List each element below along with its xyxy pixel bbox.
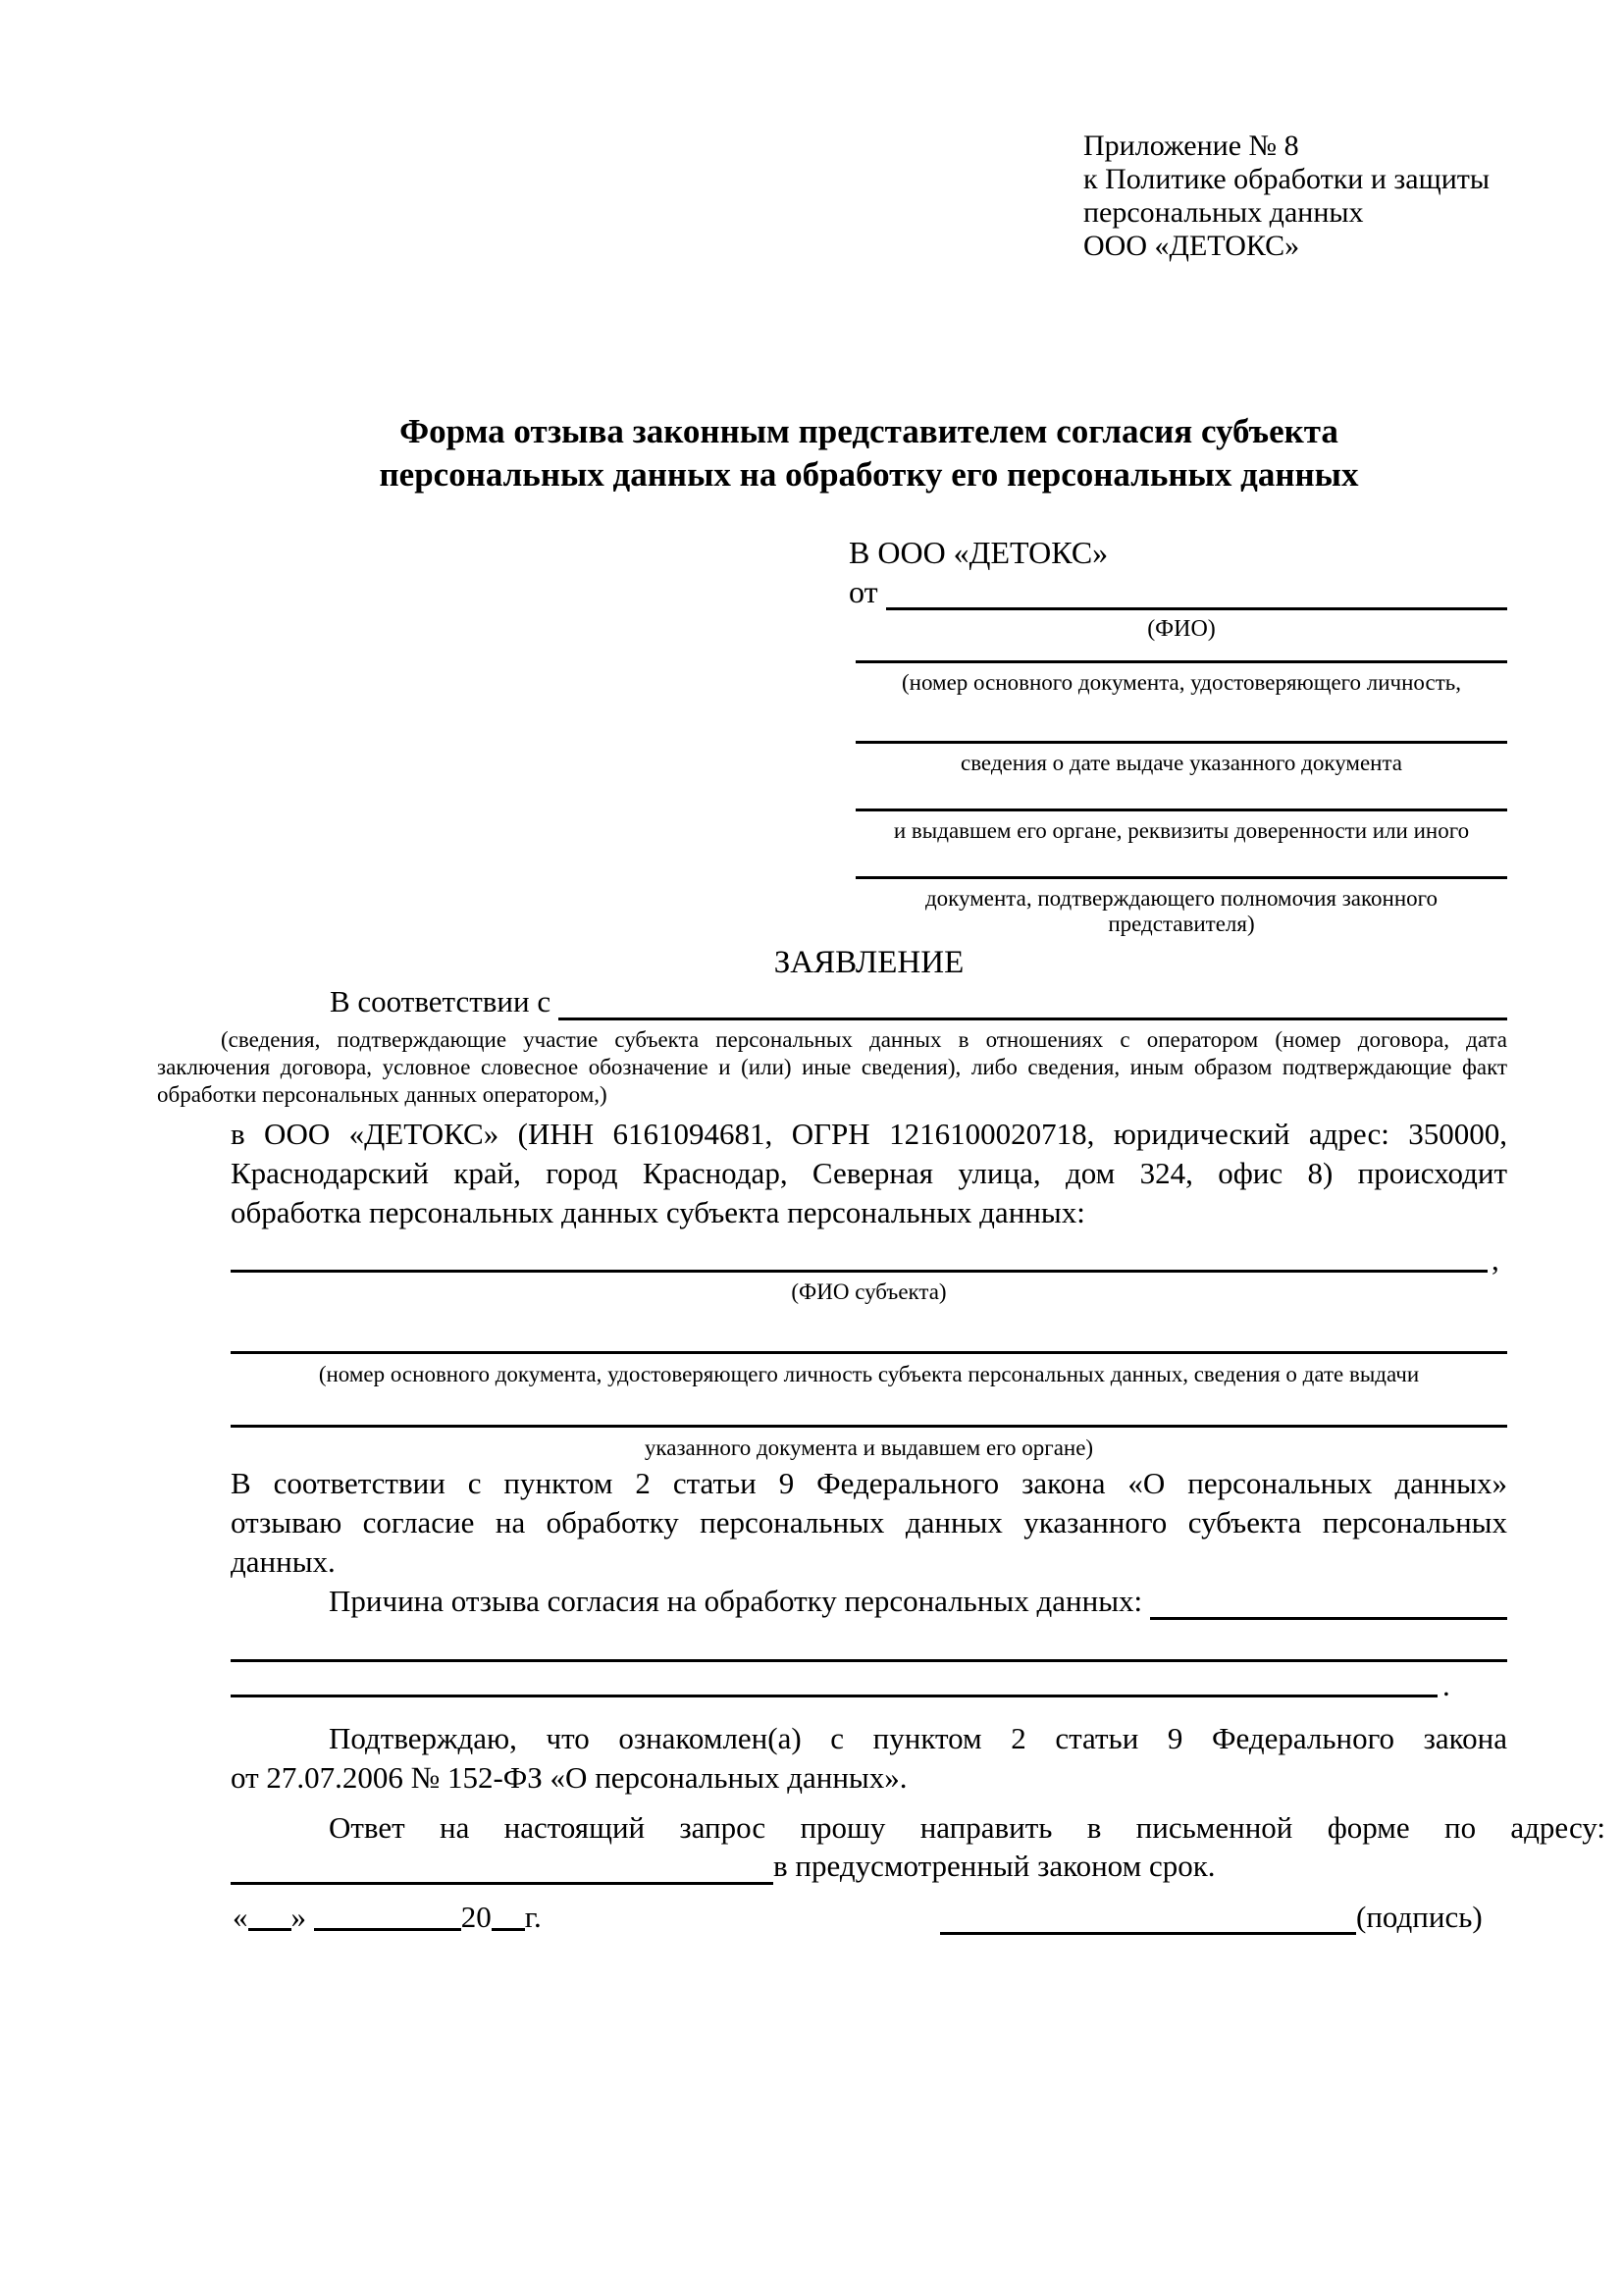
basis-field — [330, 984, 1507, 1023]
representative-doc-caption-4: документа, подтверждающего полномочия законного представителя) — [924, 886, 1438, 936]
representative-doc-field-3 — [856, 809, 1507, 811]
smallprint-line: заключения договора, условное словесное обозначение и (или) иные сведения), либо сведения, иным образом подтверждающие факт — [157, 1055, 1507, 1079]
withdrawal-paragraph-line: данных. — [231, 1544, 336, 1579]
reason-blank-line — [1150, 1584, 1507, 1620]
smallprint-line: обработки персональных данных оператором,) — [157, 1082, 607, 1107]
date-quote-open: « — [233, 1900, 248, 1934]
representative-doc-caption-2: сведения о дате выдаче указанного документа — [960, 751, 1403, 775]
confirmation-paragraph — [231, 1719, 1507, 1798]
appendix-line: ООО «ДЕТОКС» — [1083, 230, 1300, 262]
operator-paragraph-line: обработка персональных данных субъекта персональных данных: — [231, 1195, 1085, 1229]
operator-paragraph-line: в ООО «ДЕТОКС» (ИНН 6161094681, ОГРН 1216100020718, юридический адрес: 350000, — [231, 1117, 1507, 1151]
title-line: Форма отзыва законным представителем согласия субъекта — [399, 412, 1338, 450]
document-title — [231, 410, 1507, 496]
subject-doc-caption-2: указанного документа и выдавшем его органе) — [644, 1435, 1094, 1460]
reason-field — [231, 1584, 1507, 1623]
withdrawal-paragraph-line: В соответствии с пунктом 2 статьи 9 Федерального закона «О персональных данных» — [231, 1466, 1507, 1500]
basis-blank-line — [558, 984, 1507, 1020]
reply-paragraph: Ответ на настоящий запрос прошу направить в письменной форме по адресу: — [329, 1810, 1605, 1845]
reply-address-blank-line — [231, 1849, 773, 1885]
appendix-line: персональных данных — [1083, 196, 1364, 229]
date-day-blank — [248, 1928, 291, 1931]
appendix-line: к Политике обработки и защиты — [1083, 163, 1491, 195]
addressee-org: В ООО «ДЕТОКС» — [849, 535, 1109, 570]
subject-name-caption: (ФИО субъекта) — [791, 1279, 947, 1304]
date-month-blank — [314, 1928, 461, 1931]
subject-doc-caption-1: (номер основного документа, удостоверяющего личность субъекта персональных данных, сведения о дате выдачи — [318, 1362, 1420, 1386]
representative-doc-caption-3: и выдавшем его органе, реквизиты доверенности или иного — [893, 818, 1470, 843]
fio-caption: (ФИО) — [1147, 616, 1216, 642]
date-year-suffix: г. — [524, 1900, 542, 1934]
signature-blank-line — [940, 1900, 1356, 1935]
representative-doc-field-4 — [856, 876, 1507, 879]
representative-doc-field-2 — [856, 741, 1507, 744]
signature-field — [940, 1900, 1507, 1939]
representative-doc-caption-1: (номер основного документа, удостоверяющего личность, — [901, 670, 1461, 695]
date-year-blank — [492, 1928, 525, 1931]
subject-name-comma: , — [1492, 1242, 1499, 1277]
operator-paragraph — [231, 1115, 1507, 1232]
date-field — [233, 1900, 542, 1935]
title-line: персональных данных на обработку его персональных данных — [379, 455, 1359, 494]
appendix-block — [1083, 130, 1490, 263]
appendix-line: Приложение № 8 — [1083, 130, 1299, 162]
reply-address-field — [231, 1849, 1507, 1888]
from-label: от — [849, 574, 878, 609]
subject-doc-field-2 — [231, 1425, 1507, 1428]
subject-name-field — [231, 1270, 1488, 1273]
smallprint-note — [157, 1026, 1507, 1109]
reason-extra-field-2 — [231, 1695, 1438, 1697]
reply-tail-text: в предусмотренный законом срок. — [773, 1849, 1216, 1883]
confirmation-paragraph-line: Подтверждаю, что ознакомлен(а) с пунктом 2 статьи 9 Федерального закона — [329, 1721, 1507, 1755]
operator-paragraph-line: Краснодарский край, город Краснодар, Северная улица, дом 324, офис 8) происходит — [231, 1156, 1507, 1190]
confirmation-paragraph-line: от 27.07.2006 № 152-ФЗ «О персональных данных». — [231, 1760, 908, 1795]
date-quote-close: » — [290, 1900, 306, 1934]
smallprint-line: (сведения, подтверждающие участие субъекта персональных данных в отношениях с оператором (номер договора, дата — [221, 1027, 1507, 1052]
withdrawal-paragraph-line: отзываю согласие на обработку персональных данных указанного субъекта персональных — [231, 1505, 1507, 1539]
representative-doc-field-1 — [856, 660, 1507, 663]
reason-extra-field-1 — [231, 1659, 1507, 1662]
basis-label: В соответствии с — [330, 984, 551, 1018]
signature-caption: (подпись) — [1356, 1900, 1483, 1934]
subject-doc-field-1 — [231, 1351, 1507, 1354]
reason-label: Причина отзыва согласия на обработку персональных данных: — [329, 1584, 1143, 1618]
date-year-prefix: 20 — [460, 1900, 492, 1934]
reason-period: . — [1442, 1668, 1450, 1702]
statement-heading: ЗАЯВЛЕНИЕ — [773, 945, 965, 980]
from-field — [849, 574, 1507, 613]
from-blank-line — [886, 574, 1507, 610]
withdrawal-paragraph — [231, 1464, 1507, 1582]
